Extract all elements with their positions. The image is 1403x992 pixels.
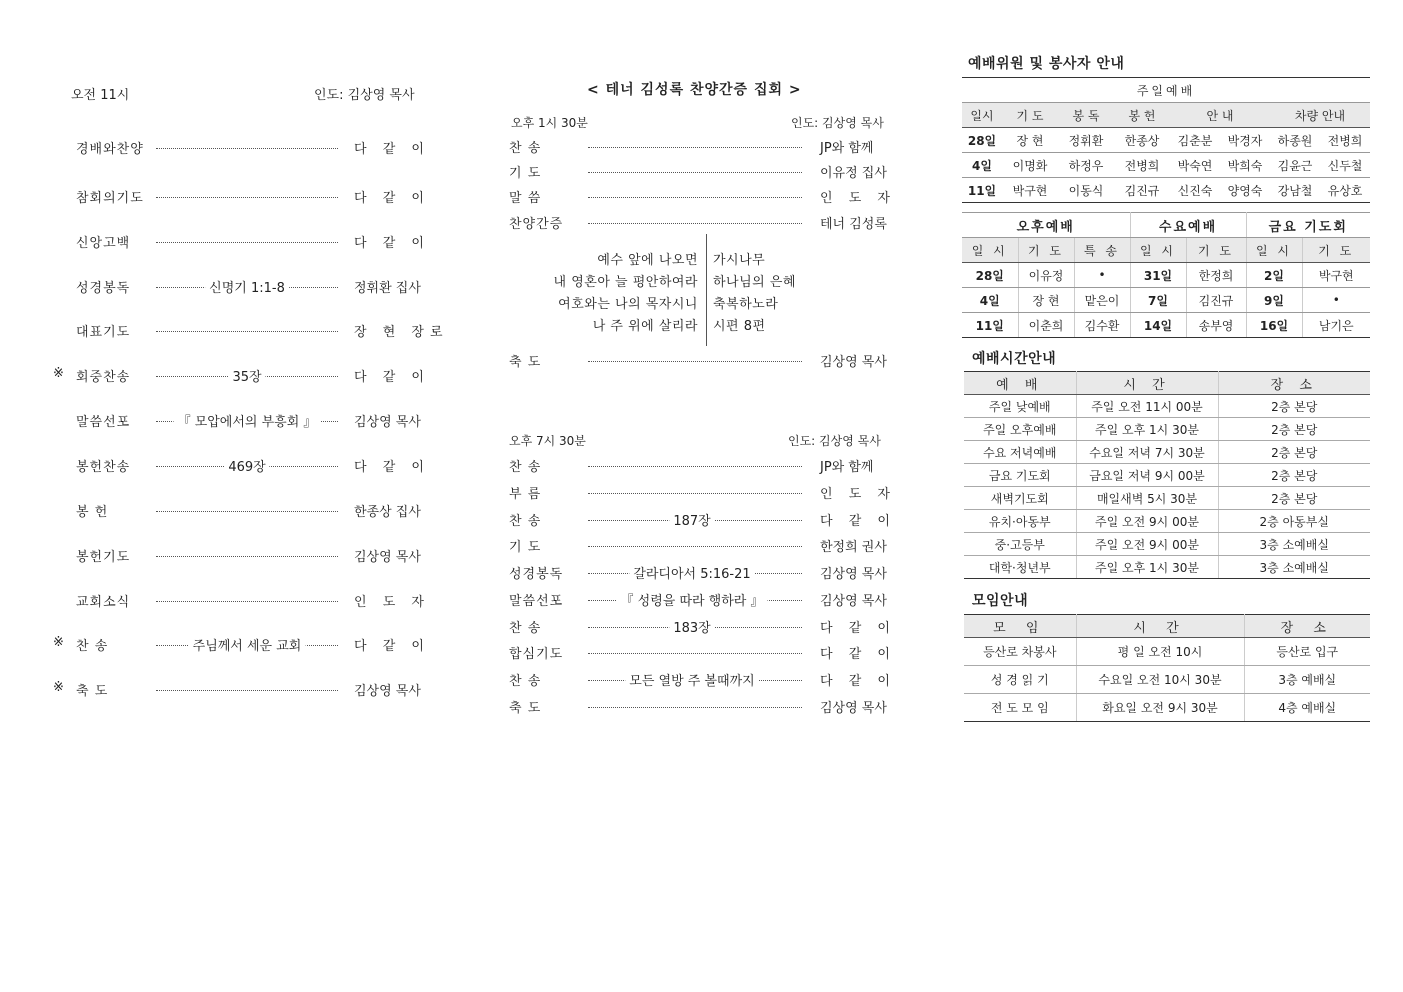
meetings-table	[964, 614, 1370, 722]
order-detail: 35장	[228, 366, 265, 385]
morning-leader: 인도: 김상영 목사	[314, 88, 415, 103]
order-person: JP와 함께	[820, 460, 874, 475]
table-cell: 박구현	[1002, 178, 1058, 203]
col-header: 특 송	[1074, 238, 1130, 263]
table-cell: 한정희	[1186, 263, 1246, 288]
table-cell: 2층 아동부실	[1218, 510, 1370, 533]
group-header: 수요예배	[1130, 213, 1246, 238]
table-row	[964, 556, 1370, 579]
order-person: 다 같 이	[354, 236, 430, 251]
col-header: 예 배	[964, 372, 1076, 395]
leader-dots	[156, 197, 338, 198]
song-title: 여호와는 나의 목자시니	[558, 297, 698, 312]
col-header: 일시	[962, 103, 1002, 128]
other-services-table	[962, 212, 1370, 338]
col-header: 모 임	[964, 615, 1076, 638]
leader-dots	[156, 331, 338, 332]
table-row	[964, 464, 1370, 487]
group-header: 금요 기도회	[1246, 213, 1370, 238]
order-detail: 『 모압에서의 부흥회 』	[174, 411, 321, 430]
order-person: 한정희 권사	[820, 540, 887, 555]
table-cell: 양영숙	[1220, 178, 1270, 203]
table-row	[962, 263, 1370, 288]
song-title: 가시나무	[713, 253, 766, 268]
table-row	[962, 178, 1370, 203]
order-person: 김상영 목사	[820, 567, 887, 582]
order-detail: 187장	[669, 510, 714, 529]
table-cell: 9일	[1246, 288, 1302, 313]
table-cell: 김수환	[1074, 313, 1130, 338]
table-cell: 김진규	[1114, 178, 1170, 203]
leader-dots	[588, 147, 802, 148]
table-cell: •	[1302, 288, 1370, 313]
song-title: 나 주 위에 살리라	[592, 319, 698, 334]
order-label: 봉 헌	[76, 505, 109, 520]
table-cell: 박희숙	[1220, 153, 1270, 178]
leader-dots	[588, 493, 802, 494]
table-row	[962, 128, 1370, 153]
order-label: 봉헌기도	[76, 550, 131, 565]
order-label: 대표기도	[76, 325, 131, 340]
table-cell: 남기은	[1302, 313, 1370, 338]
leader-dots	[156, 556, 338, 557]
col-header: 장 소	[1244, 615, 1370, 638]
order-label: 경배와찬양	[76, 142, 144, 157]
order-person: 다 같 이	[354, 370, 430, 385]
order-detail: 『 성령을 따라 행하라 』	[617, 590, 768, 609]
col-header: 기 도	[1302, 238, 1370, 263]
leader-dots	[588, 361, 802, 362]
table-cell: 4층 예배실	[1244, 694, 1370, 722]
col-header: 안 내	[1170, 103, 1270, 128]
table-cell: 28일	[962, 128, 1002, 153]
order-label: 축 도	[76, 684, 109, 699]
leader-dots	[156, 690, 338, 691]
table-cell: 한종상	[1114, 128, 1170, 153]
order-person: 다 같 이	[820, 514, 896, 529]
table-cell: 정휘환	[1058, 128, 1114, 153]
col-header: 시 간	[1076, 615, 1244, 638]
order-label: 찬 송	[76, 639, 109, 654]
table-cell: 중·고등부	[964, 533, 1076, 556]
song-title: 예수 앞에 나오면	[597, 253, 698, 268]
table-cell: 김춘분	[1170, 128, 1220, 153]
sunday-caption: 주일예배	[962, 78, 1370, 103]
table-cell: 새벽기도회	[964, 487, 1076, 510]
table-cell: 맡은이	[1074, 288, 1130, 313]
table-row	[964, 638, 1370, 666]
order-person: 장 현 장로	[354, 325, 449, 340]
evening-leader: 인도: 김상영 목사	[788, 434, 881, 448]
table-cell: 유상호	[1320, 178, 1370, 203]
table-cell: 하정우	[1058, 153, 1114, 178]
table-cell: 박숙연	[1170, 153, 1220, 178]
table-cell: 7일	[1130, 288, 1186, 313]
table-cell: 전 도 모 임	[964, 694, 1076, 722]
order-detail: 갈라디아서 5:16-21	[629, 563, 754, 582]
col-header: 봉 독	[1058, 103, 1114, 128]
leader-dots	[588, 223, 802, 224]
order-person: 인 도 자	[354, 595, 430, 610]
order-person: 테너 김성록	[820, 217, 887, 232]
order-detail: 모든 열방 주 볼때까지	[625, 670, 758, 689]
table-row	[964, 694, 1370, 722]
col-header: 차량 안내	[1270, 103, 1370, 128]
table-cell: 등산로 입구	[1244, 638, 1370, 666]
order-person: 정휘환 집사	[354, 281, 421, 296]
table-cell: 주일 오전 9시 00분	[1076, 533, 1218, 556]
table-cell: 2층 본당	[1218, 464, 1370, 487]
order-label: 말씀선포	[509, 594, 564, 609]
order-label: 성경봉독	[509, 567, 564, 582]
table-cell: 주일 오후예배	[964, 418, 1076, 441]
order-person: 다 같 이	[354, 191, 430, 206]
afternoon-closing-value: 김상영 목사	[820, 355, 887, 370]
order-person: 김상영 목사	[354, 415, 421, 430]
order-label: 기 도	[509, 166, 542, 181]
leader-dots	[588, 707, 802, 708]
order-person: 인 도 자	[820, 191, 896, 206]
table-row	[964, 666, 1370, 694]
order-label: 봉헌찬송	[76, 460, 131, 475]
morning-time: 오전 11시	[71, 88, 130, 103]
table-cell: 이춘희	[1018, 313, 1074, 338]
table-row	[962, 288, 1370, 313]
table-cell: 강남철	[1270, 178, 1320, 203]
table-cell: 2층 본당	[1218, 441, 1370, 464]
order-person: 김상영 목사	[820, 701, 887, 716]
table-cell: 주일 오전 11시 00분	[1076, 395, 1218, 418]
order-detail: 신명기 1:1-8	[205, 277, 289, 296]
table-row	[964, 510, 1370, 533]
leader-dots	[156, 601, 338, 602]
order-label: 합심기도	[509, 647, 564, 662]
order-person: 다 같 이	[354, 142, 430, 157]
order-label: 성경봉독	[76, 281, 131, 296]
song-title: 축복하노라	[713, 297, 779, 312]
col-header: 봉 헌	[1114, 103, 1170, 128]
order-label: 참회의기도	[76, 191, 144, 206]
table-cell: 김진규	[1186, 288, 1246, 313]
afternoon-closing-label: 축 도	[509, 355, 542, 370]
order-detail: 469장	[224, 456, 269, 475]
table-cell: 송부영	[1186, 313, 1246, 338]
leader-dots	[588, 466, 802, 467]
song-divider	[706, 234, 707, 346]
order-person: 다 같 이	[354, 460, 430, 475]
table-row	[964, 487, 1370, 510]
note-mark: ※	[53, 366, 64, 381]
song-title: 시편 8편	[713, 319, 766, 334]
order-person: 한종상 집사	[354, 505, 421, 520]
order-label: 말씀선포	[76, 415, 131, 430]
table-cell: 31일	[1130, 263, 1186, 288]
order-label: 찬양간증	[509, 217, 564, 232]
table-cell: 2층 본당	[1218, 418, 1370, 441]
table-cell: 매일새벽 5시 30분	[1076, 487, 1218, 510]
table-row	[962, 313, 1370, 338]
table-cell: 대학·청년부	[964, 556, 1076, 579]
table-cell: 2일	[1246, 263, 1302, 288]
leader-dots	[588, 653, 802, 654]
table-cell: 하종원	[1270, 128, 1320, 153]
table-row	[964, 418, 1370, 441]
table-cell: 전병희	[1320, 128, 1370, 153]
concert-title: < 테너 김성록 찬양간증 집회 >	[587, 82, 802, 98]
table-cell: 2층 본당	[1218, 487, 1370, 510]
table-row	[962, 153, 1370, 178]
song-title: 내 영혼아 늘 평안하여라	[553, 275, 698, 290]
order-label: 찬 송	[509, 514, 542, 529]
order-label: 회중찬송	[76, 370, 131, 385]
afternoon-leader: 인도: 김상영 목사	[791, 116, 884, 130]
col-header: 기 도	[1002, 103, 1058, 128]
leader-dots	[588, 197, 802, 198]
col-header: 일 시	[1130, 238, 1186, 263]
table-cell: 28일	[962, 263, 1018, 288]
order-label: 축 도	[509, 701, 542, 716]
order-label: 신앙고백	[76, 236, 131, 251]
col-header: 시 간	[1076, 372, 1218, 395]
table-row	[964, 395, 1370, 418]
table-cell: 박구현	[1302, 263, 1370, 288]
table-cell: 3층 소예배실	[1218, 533, 1370, 556]
order-label: 부 름	[509, 487, 542, 502]
order-label: 찬 송	[509, 460, 542, 475]
sunday-volunteers-table	[962, 77, 1370, 203]
order-person: 인 도 자	[820, 487, 896, 502]
table-cell: 수요일 저녁 7시 30분	[1076, 441, 1218, 464]
table-cell: 수요 저녁예배	[964, 441, 1076, 464]
table-cell: 수요일 오전 10시 30분	[1076, 666, 1244, 694]
table-cell: 금요일 저녁 9시 00분	[1076, 464, 1218, 487]
table-cell: 3층 소예배실	[1218, 556, 1370, 579]
table-row	[964, 533, 1370, 556]
table-cell: 신두철	[1320, 153, 1370, 178]
table-row	[964, 441, 1370, 464]
order-label: 찬 송	[509, 674, 542, 689]
table-cell: 등산로 차봉사	[964, 638, 1076, 666]
order-person: JP와 함께	[820, 141, 874, 156]
table-cell: 장 현	[1002, 128, 1058, 153]
order-detail: 주님께서 세운 교회	[189, 635, 306, 654]
table-cell: 장 현	[1018, 288, 1074, 313]
table-cell: 16일	[1246, 313, 1302, 338]
afternoon-time: 오후 1시 30분	[511, 116, 588, 130]
table-cell: 이유정	[1018, 263, 1074, 288]
table-cell: 2층 본당	[1218, 395, 1370, 418]
order-label: 찬 송	[509, 141, 542, 156]
table-cell: 이동식	[1058, 178, 1114, 203]
order-person: 김상영 목사	[354, 684, 421, 699]
table-cell: 화요일 오전 9시 30분	[1076, 694, 1244, 722]
table-cell: 신진숙	[1170, 178, 1220, 203]
col-header: 기 도	[1186, 238, 1246, 263]
table-cell: 14일	[1130, 313, 1186, 338]
order-label: 말 씀	[509, 191, 542, 206]
order-label: 기 도	[509, 540, 542, 555]
song-title: 하나님의 은혜	[713, 275, 796, 290]
col-header: 일 시	[1246, 238, 1302, 263]
leader-dots	[588, 172, 802, 173]
table-cell: 4일	[962, 153, 1002, 178]
schedule-table	[964, 371, 1370, 579]
leader-dots	[156, 148, 338, 149]
table-cell: 박경자	[1220, 128, 1270, 153]
table-cell: 성 경 읽 기	[964, 666, 1076, 694]
volunteers-title: 예배위원 및 봉사자 안내	[968, 56, 1125, 72]
leader-dots	[156, 242, 338, 243]
table-cell: 3층 예배실	[1244, 666, 1370, 694]
order-person: 김상영 목사	[354, 550, 421, 565]
col-header: 장 소	[1218, 372, 1370, 395]
order-person: 다 같 이	[820, 621, 896, 636]
table-cell: •	[1074, 263, 1130, 288]
order-person: 다 같 이	[354, 639, 430, 654]
note-mark: ※	[53, 635, 64, 650]
order-person: 이유정 집사	[820, 166, 887, 181]
table-cell: 주일 낮예배	[964, 395, 1076, 418]
table-cell: 이명화	[1002, 153, 1058, 178]
table-cell: 금요 기도회	[964, 464, 1076, 487]
group-header: 오후예배	[962, 213, 1130, 238]
table-cell: 주일 오전 9시 00분	[1076, 510, 1218, 533]
table-cell: 전병희	[1114, 153, 1170, 178]
table-cell: 11일	[962, 178, 1002, 203]
table-cell: 11일	[962, 313, 1018, 338]
col-header: 기 도	[1018, 238, 1074, 263]
table-cell: 평 일 오전 10시	[1076, 638, 1244, 666]
order-label: 교회소식	[76, 595, 131, 610]
table-cell: 주일 오후 1시 30분	[1076, 556, 1218, 579]
schedule-title: 예배시간안내	[972, 351, 1057, 367]
meetings-title: 모임안내	[972, 593, 1029, 609]
leader-dots	[156, 511, 338, 512]
order-label: 찬 송	[509, 621, 542, 636]
order-person: 다 같 이	[820, 674, 896, 689]
evening-time: 오후 7시 30분	[509, 434, 586, 448]
order-person: 김상영 목사	[820, 594, 887, 609]
table-cell: 주일 오후 1시 30분	[1076, 418, 1218, 441]
table-cell: 4일	[962, 288, 1018, 313]
note-mark: ※	[53, 680, 64, 695]
order-detail: 183장	[669, 617, 714, 636]
order-person: 다 같 이	[820, 647, 896, 662]
col-header: 일 시	[962, 238, 1018, 263]
table-cell: 김윤근	[1270, 153, 1320, 178]
leader-dots	[588, 546, 802, 547]
table-cell: 유치·아동부	[964, 510, 1076, 533]
